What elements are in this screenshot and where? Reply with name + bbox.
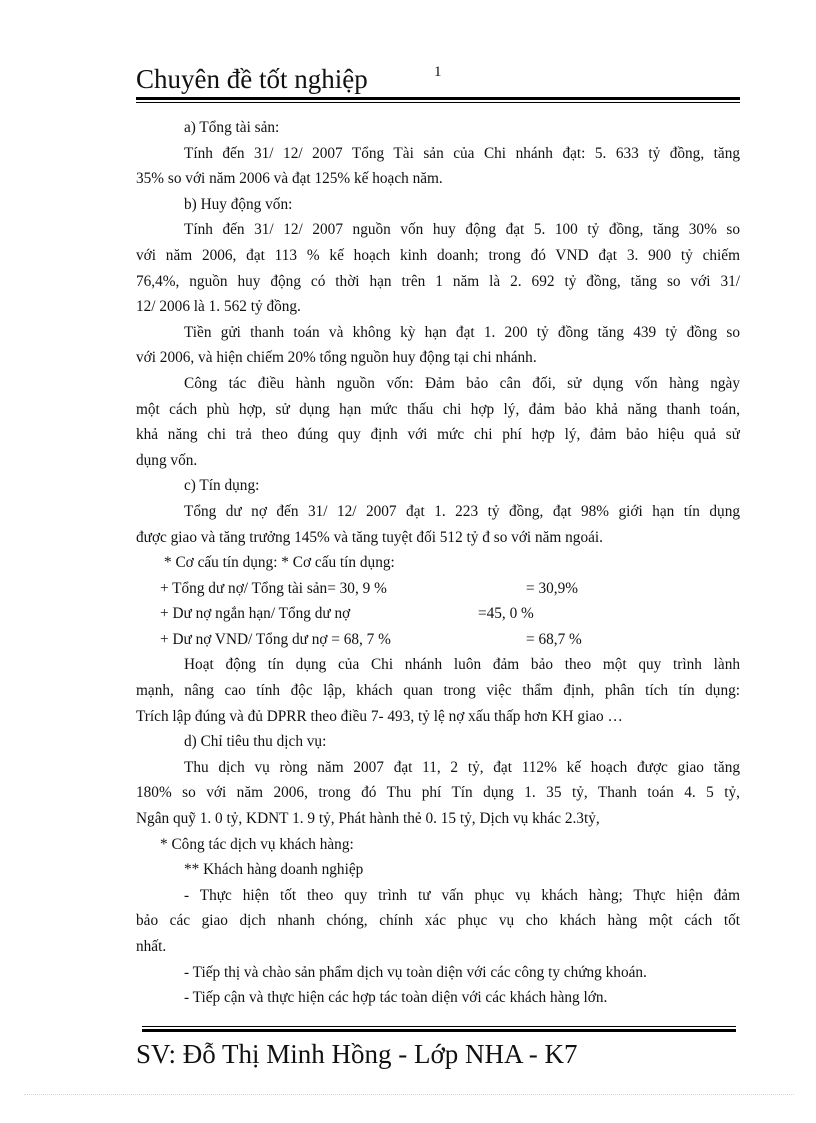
paragraph-line: bảo các giao dịch nhanh chóng, chính xác phục vụ cho khách hàng một cách tốt: [136, 912, 740, 930]
paragraph-line: một cách phù hợp, sử dụng hạn mức thấu chi hợp lý, đảm bảo khả năng thanh toán,: [136, 400, 740, 418]
page-bottom-dotted-border: [24, 1094, 794, 1095]
footer-student-info: SV: Đỗ Thị Minh Hồng - Lớp NHA - K7: [136, 1039, 578, 1069]
paragraph-line: Công tác điều hành nguồn vốn: Đảm bảo cân đối, sử dụng vốn hàng ngày: [184, 374, 740, 392]
ratio-label: + Dư nợ ngắn hạn/ Tổng dư nợ: [160, 605, 351, 623]
paragraph-line: với 2006, và hiện chiếm 20% tổng nguồn huy động tại chi nhánh.: [136, 349, 537, 367]
paragraph-line: 35% so với năm 2006 và đạt 125% kế hoạch năm.: [136, 170, 443, 188]
ratio-label: + Dư nợ VND/ Tổng dư nợ = 68, 7 %: [160, 630, 391, 648]
ratio-value: = 30,9%: [526, 579, 578, 597]
ratio-row-short-term: [136, 601, 740, 627]
paragraph-line: 76,4%, nguồn huy động có thời hạn trên 1 năm là 2. 692 tỷ đồng, tăng so với 31/: [136, 272, 740, 290]
credit-structure-heading: * Cơ cấu tín dụng: * Cơ cấu tín dụng:: [164, 554, 395, 572]
corporate-customers-heading: ** Khách hàng doanh nghiệp: [184, 861, 364, 879]
paragraph-line: - Thực hiện tốt theo quy trình tư vấn phục vụ khách hàng; Thực hiện đảm: [184, 886, 740, 904]
heading-total-assets: a) Tổng tài sản:: [184, 119, 280, 136]
page-header-title: Chuyên đề tốt nghiệp: [136, 64, 368, 94]
bullet-line: - Tiếp cận và thực hiện các hợp tác toàn diện với các khách hàng lớn.: [184, 989, 608, 1007]
paragraph-line: được giao và tăng trưởng 145% và tăng tuyệt đối 512 tỷ đ so với năm ngoái.: [136, 528, 603, 546]
paragraph-line: mạnh, nâng cao tính độc lập, khách quan trong việc thẩm định, phân tích tín dụng:: [136, 682, 740, 700]
paragraph-line: Trích lập đúng và đủ DPRR theo điều 7- 493, tỷ lệ nợ xấu thấp hơn KH giao …: [136, 707, 623, 725]
paragraph-line: Tính đến 31/ 12/ 2007 Tổng Tài sản của Chi nhánh đạt: 5. 633 tỷ đồng, tăng: [184, 144, 740, 162]
paragraph-line: 12/ 2006 là 1. 562 tỷ đồng.: [136, 298, 301, 316]
paragraph-line: nhất.: [136, 938, 167, 955]
ratio-value: =45, 0 %: [478, 605, 534, 623]
document-body: [136, 115, 740, 1011]
paragraph-line: Hoạt động tín dụng của Chi nhánh luôn đảm bảo theo một quy trình lành: [184, 656, 740, 674]
page-number: 1: [434, 64, 442, 80]
header-rule-thick: [136, 97, 740, 100]
heading-capital-mobilization: b) Huy động vốn:: [184, 195, 293, 213]
paragraph-line: Tổng dư nợ đến 31/ 12/ 2007 đạt 1. 223 tỷ đồng, đạt 98% giới hạn tín dụng: [184, 502, 740, 520]
paragraph-line: Tính đến 31/ 12/ 2007 nguồn vốn huy động đạt 5. 100 tỷ đồng, tăng 30% so: [184, 221, 740, 239]
ratio-label: + Tổng dư nợ/ Tổng tài sản= 30, 9 %: [160, 579, 387, 597]
bullet-line: - Tiếp thị và chào sản phẩm dịch vụ toàn diện với các công ty chứng khoán.: [184, 963, 647, 981]
ratio-row-total-assets: [136, 576, 740, 602]
paragraph-line: Ngân quỹ 1. 0 tỷ, KDNT 1. 9 tỷ, Phát hành thẻ 0. 15 tỷ, Dịch vụ khác 2.3tỷ,: [136, 810, 600, 828]
ratio-value: = 68,7 %: [526, 630, 582, 648]
header-rule-thin: [136, 102, 740, 103]
heading-credit: c) Tín dụng:: [184, 477, 260, 495]
paragraph-line: khả năng chi trả theo đúng quy định với mức chi phí hợp lý, đảm bảo hiệu quả sử: [136, 426, 740, 444]
ratio-row-vnd: [136, 627, 740, 653]
customer-service-heading: * Công tác dịch vụ khách hàng:: [160, 835, 354, 853]
paragraph-line: dụng vốn.: [136, 451, 198, 469]
paragraph-line: Thu dịch vụ ròng năm 2007 đạt 11, 2 tỷ, đạt 112% kế hoạch được giao tăng: [184, 758, 740, 776]
footer-rule-thick: [142, 1029, 736, 1032]
paragraph-line: 180% so với năm 2006, trong đó Thu phí Tín dụng 1. 35 tỷ, Thanh toán 4. 5 tỷ,: [136, 784, 740, 802]
heading-service-revenue: d) Chỉ tiêu thu dịch vụ:: [184, 733, 327, 751]
paragraph-line: Tiền gửi thanh toán và không kỳ hạn đạt 1. 200 tỷ đồng tăng 439 tỷ đồng so: [184, 323, 740, 341]
paragraph-line: với năm 2006, đạt 113 % kế hoạch kinh doanh; trong đó VND đạt 3. 900 tỷ chiếm: [136, 246, 740, 264]
footer-rule-thin: [142, 1026, 736, 1027]
